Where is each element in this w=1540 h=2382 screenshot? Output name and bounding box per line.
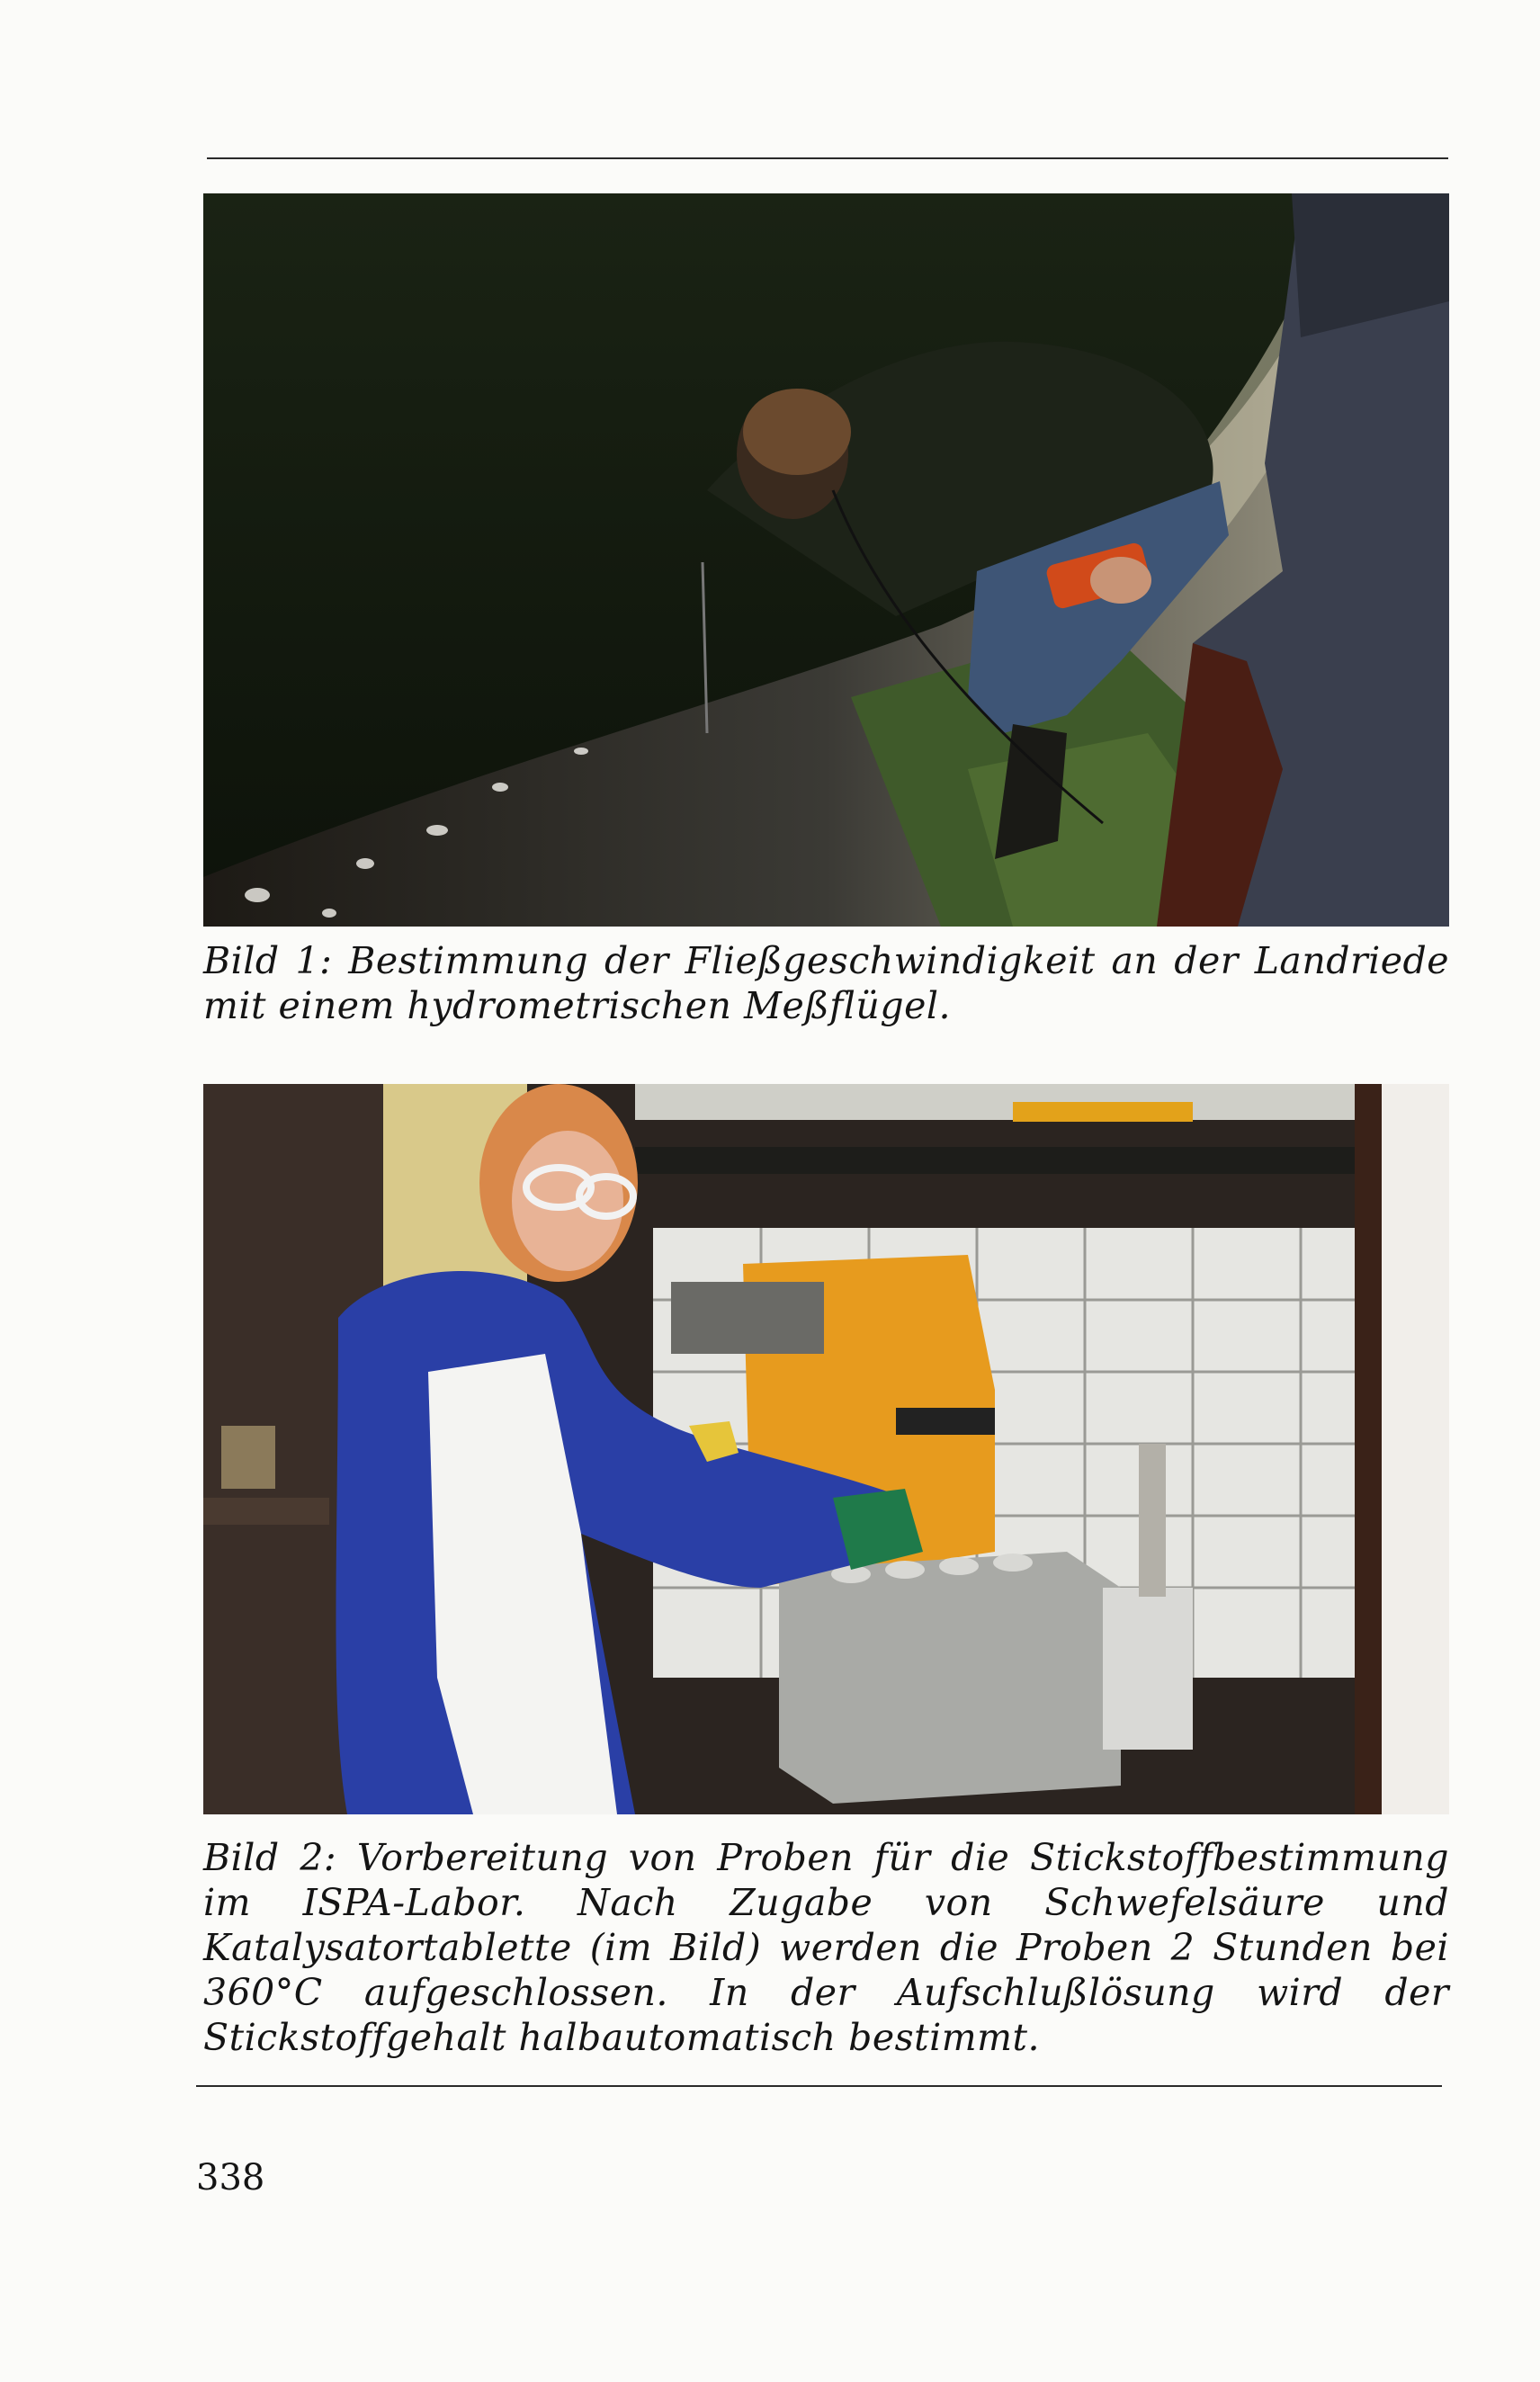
figure-2-photo <box>203 1084 1449 1814</box>
figure-1-caption: Bild 1: Bestimmung der Fließgeschwindigkeit an der Landriede mit einem hydrometrischen Meßflügel. <box>203 939 1449 1027</box>
figure-1-photo <box>203 193 1449 927</box>
top-rule <box>207 157 1448 159</box>
figure-2-caption: Bild 2: Vorbereitung von Proben für die Stickstoffbestimmung im ISPA-Labor. Nach Zugabe von Schwefelsäure und Katalysatortablette (im Bild) werden die Proben 2 Stunden bei 360°C aufgeschlossen. In der Aufschlußlösung wird der Stickstoffgehalt halbautomatisch bestimmt. <box>203 1836 1449 2059</box>
page-number: 338 <box>196 2157 265 2198</box>
bottom-rule <box>196 2085 1442 2087</box>
